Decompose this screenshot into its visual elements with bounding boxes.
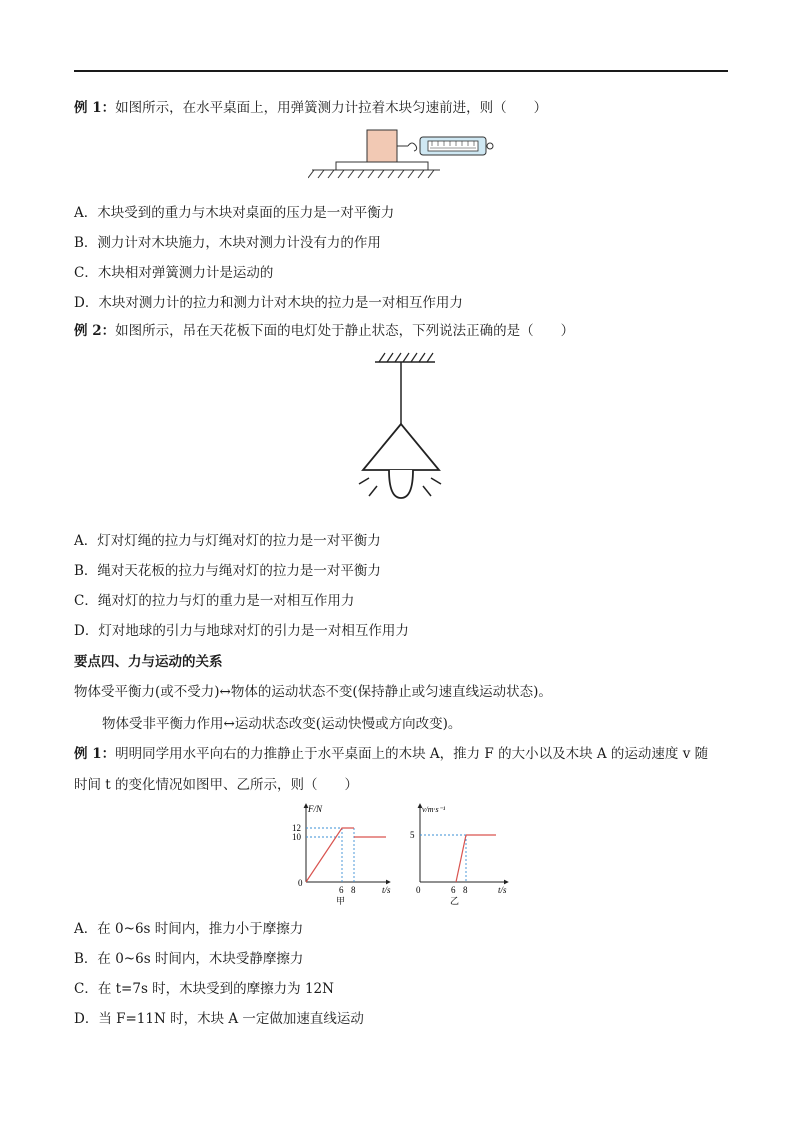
wooden-block xyxy=(367,130,397,162)
x-tick-6: 6 xyxy=(339,885,344,895)
ex1-label: 例 1： xyxy=(74,100,116,116)
x-tick-8: 8 xyxy=(351,885,356,895)
lamp-shade xyxy=(363,424,439,470)
ex3-option-b: B．在 0~6s 时间内，木块受静摩擦力 xyxy=(74,951,304,967)
ceiling-hatching xyxy=(379,353,433,362)
force-curve xyxy=(306,828,354,882)
force-time-graph xyxy=(284,800,394,906)
ex2-stem: 如图所示，吊在天花板下面的电灯处于静止状态，下列说法正确的是（ ） xyxy=(115,323,575,339)
ex2-option-a: A．灯对灯绳的拉力与灯绳对灯的拉力是一对平衡力 xyxy=(74,533,381,549)
y-tick-5: 5 xyxy=(410,830,415,840)
spring-scale-figure xyxy=(308,124,494,180)
guide-lines xyxy=(306,828,354,882)
ex3-option-d: D．当 F=11N 时，木块 A 一定做加速直线运动 xyxy=(74,1011,364,1027)
light-bulb xyxy=(389,470,413,498)
velocity-time-graph xyxy=(404,800,516,906)
ground-hatching xyxy=(308,170,434,178)
graph-caption: 甲 xyxy=(336,896,346,906)
ex3-label: 例 1： xyxy=(74,746,116,762)
y-axis-label: v/m·s⁻¹ xyxy=(422,805,446,814)
guide-lines xyxy=(420,835,466,882)
ex1-question xyxy=(74,98,547,118)
ex2-option-d: D．灯对地球的引力与地球对灯的引力是一对相互作用力 xyxy=(74,623,409,639)
ex1-option-b: B．测力计对木块施力，木块对测力计没有力的作用 xyxy=(74,235,381,251)
y-axis-label: F/N xyxy=(308,804,323,814)
y-tick-10: 10 xyxy=(292,832,301,842)
ex3-question-line1 xyxy=(74,744,708,764)
origin-label: 0 xyxy=(298,878,303,888)
section-heading: 要点四、力与运动的关系 xyxy=(74,654,223,670)
ex1-option-a: A．木块受到的重力与木块对桌面的压力是一对平衡力 xyxy=(74,205,395,221)
header-rule xyxy=(74,70,728,72)
y-tick-12: 12 xyxy=(292,823,301,833)
section-line-1: 物体受平衡力(或不受力)↔物体的运动状态不变(保持静止或匀速直线运动状态)。 xyxy=(74,684,552,700)
ex3-stem-1: 明明同学用水平向右的力推静止于水平桌面上的木块 A，推力 F 的大小以及木块 A 的运动速度 v 随 xyxy=(115,746,709,762)
ex1-stem: 如图所示，在水平桌面上，用弹簧测力计拉着木块匀速前进，则（ ） xyxy=(115,100,548,116)
section-line-2: 物体受非平衡力作用↔运动状态改变(运动快慢或方向改变)。 xyxy=(102,716,462,732)
velocity-curve-rise xyxy=(456,835,466,882)
hanging-lamp-figure xyxy=(355,350,445,508)
x-axis-label: t/s xyxy=(382,885,391,895)
graph-caption: 乙 xyxy=(450,896,460,906)
ex2-label: 例 2： xyxy=(74,323,116,339)
table-top xyxy=(336,162,428,170)
x-tick-8: 8 xyxy=(463,885,468,895)
origin-label: 0 xyxy=(416,885,421,895)
ex1-option-c: C．木块相对弹簧测力计是运动的 xyxy=(74,265,274,281)
ex3-option-c: C．在 t=7s 时，木块受到的摩擦力为 12N xyxy=(74,981,334,997)
ex2-option-b: B．绳对天花板的拉力与绳对灯的拉力是一对平衡力 xyxy=(74,563,381,579)
ex2-question xyxy=(74,321,574,341)
x-axis-label: t/s xyxy=(498,885,507,895)
ex3-question-line2: 时间 t 的变化情况如图甲、乙所示，则（ ） xyxy=(74,777,359,793)
ex3-option-a: A．在 0~6s 时间内，推力小于摩擦力 xyxy=(74,921,304,937)
ex1-option-d: D．木块对测力计的拉力和测力计对木块的拉力是一对相互作用力 xyxy=(74,295,463,311)
ex2-option-c: C．绳对灯的拉力与灯的重力是一对相互作用力 xyxy=(74,593,355,609)
spring-scale xyxy=(420,137,493,155)
x-tick-6: 6 xyxy=(451,885,456,895)
